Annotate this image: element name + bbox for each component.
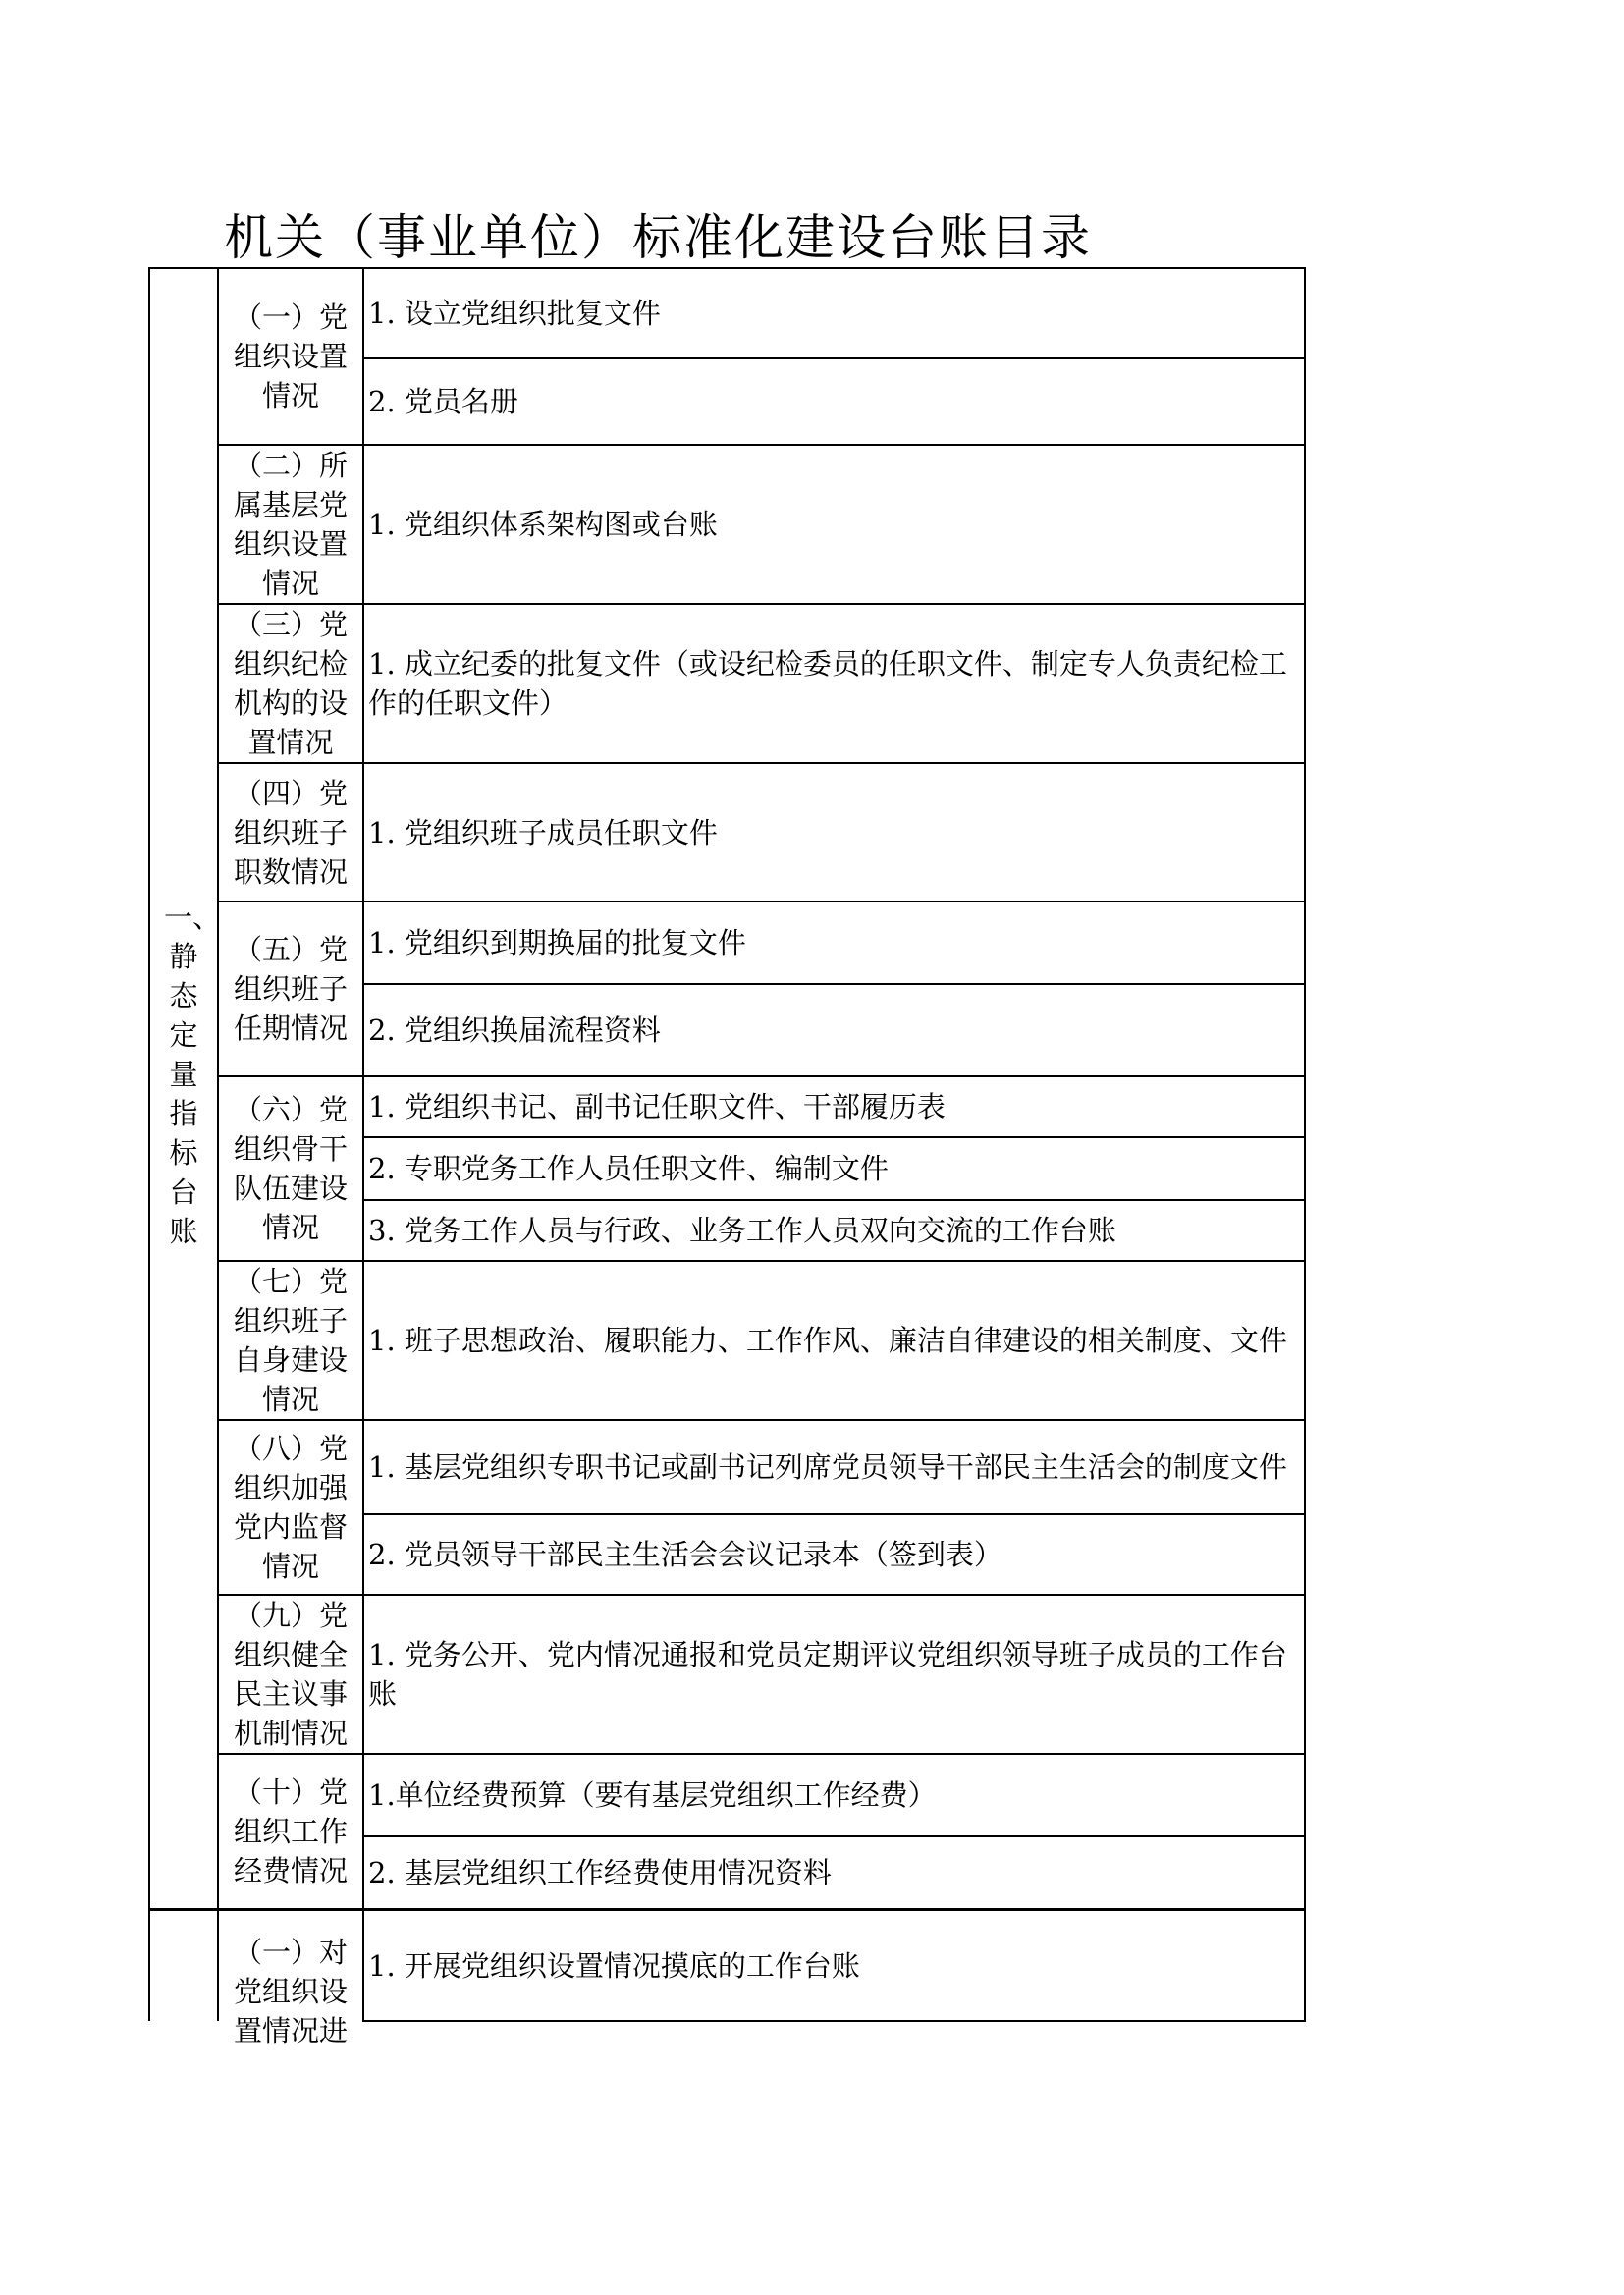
item-cell: 1. 党组织班子成员任职文件 bbox=[363, 763, 1305, 902]
table-row bbox=[149, 1076, 1305, 1137]
table-row bbox=[149, 902, 1305, 984]
subcategory-cell: （七）党组织班子自身建设情况 bbox=[218, 1261, 363, 1420]
subcategory-cell: （九）党组织健全民主议事机制情况 bbox=[218, 1595, 363, 1754]
item-cell: 1. 党组织书记、副书记任职文件、干部履历表 bbox=[363, 1076, 1305, 1137]
item-cell: 1. 党组织体系架构图或台账 bbox=[363, 445, 1305, 604]
table-row bbox=[149, 763, 1305, 902]
item-cell: 1. 党组织到期换届的批复文件 bbox=[363, 902, 1305, 984]
category-cell bbox=[149, 268, 222, 1909]
category-cell bbox=[149, 1910, 218, 2021]
category-label: 一、静态定量指标台账 bbox=[164, 901, 222, 1248]
item-cell: 1. 开展党组织设置情况摸底的工作台账 bbox=[363, 1910, 1305, 2021]
subcategory-cell bbox=[218, 1910, 363, 2048]
table-row bbox=[149, 1261, 1305, 1420]
item-cell: 1. 设立党组织批复文件 bbox=[363, 268, 1305, 358]
item-cell: 1. 成立纪委的批复文件（或设纪检委员的任职文件、制定专人负责纪检工作的任职文件） bbox=[363, 604, 1305, 763]
ledger-table-continued bbox=[148, 1909, 1306, 2048]
table-row bbox=[149, 1910, 1305, 2021]
subcategory-cell: （四）党组织班子职数情况 bbox=[218, 763, 363, 902]
table-row bbox=[149, 1595, 1305, 1754]
item-cell: 3. 党务工作人员与行政、业务工作人员双向交流的工作台账 bbox=[363, 1200, 1305, 1261]
ledger-table bbox=[148, 267, 1306, 1910]
item-cell: 2. 专职党务工作人员任职文件、编制文件 bbox=[363, 1137, 1305, 1200]
subcategory-label: （一）对党组织设置情况进 bbox=[233, 1936, 348, 2048]
item-cell: 1.单位经费预算（要有基层党组织工作经费） bbox=[363, 1754, 1305, 1836]
subcategory-cell: （十）党组织工作经费情况 bbox=[218, 1754, 363, 1909]
subcategory-cell: （二）所属基层党组织设置情况 bbox=[218, 445, 363, 604]
subcategory-cell: （八）党组织加强党内监督情况 bbox=[218, 1420, 363, 1595]
item-cell: 2. 基层党组织工作经费使用情况资料 bbox=[363, 1836, 1305, 1909]
item-cell: 2. 党员名册 bbox=[363, 358, 1305, 445]
subcategory-cell: （六）党组织骨干队伍建设情况 bbox=[218, 1076, 363, 1261]
item-cell: 1. 基层党组织专职书记或副书记列席党员领导干部民主生活会的制度文件 bbox=[363, 1420, 1305, 1514]
subcategory-cell: （一）党组织设置情况 bbox=[218, 268, 363, 445]
table-row bbox=[149, 1754, 1305, 1836]
page-title: 机关（事业单位）标准化建设台账目录 bbox=[224, 209, 1092, 266]
item-cell: 2. 党员领导干部民主生活会会议记录本（签到表） bbox=[363, 1514, 1305, 1595]
item-cell: 2. 党组织换届流程资料 bbox=[363, 984, 1305, 1076]
table-row bbox=[149, 445, 1305, 604]
subcategory-cell: （三）党组织纪检机构的设置情况 bbox=[218, 604, 363, 763]
table-row bbox=[149, 1420, 1305, 1514]
item-cell: 1. 党务公开、党内情况通报和党员定期评议党组织领导班子成员的工作台账 bbox=[363, 1595, 1305, 1754]
item-cell: 1. 班子思想政治、履职能力、工作作风、廉洁自律建设的相关制度、文件 bbox=[363, 1261, 1305, 1420]
subcategory-cell: （五）党组织班子任期情况 bbox=[218, 902, 363, 1076]
table-row bbox=[149, 604, 1305, 763]
table-row bbox=[149, 268, 1305, 358]
